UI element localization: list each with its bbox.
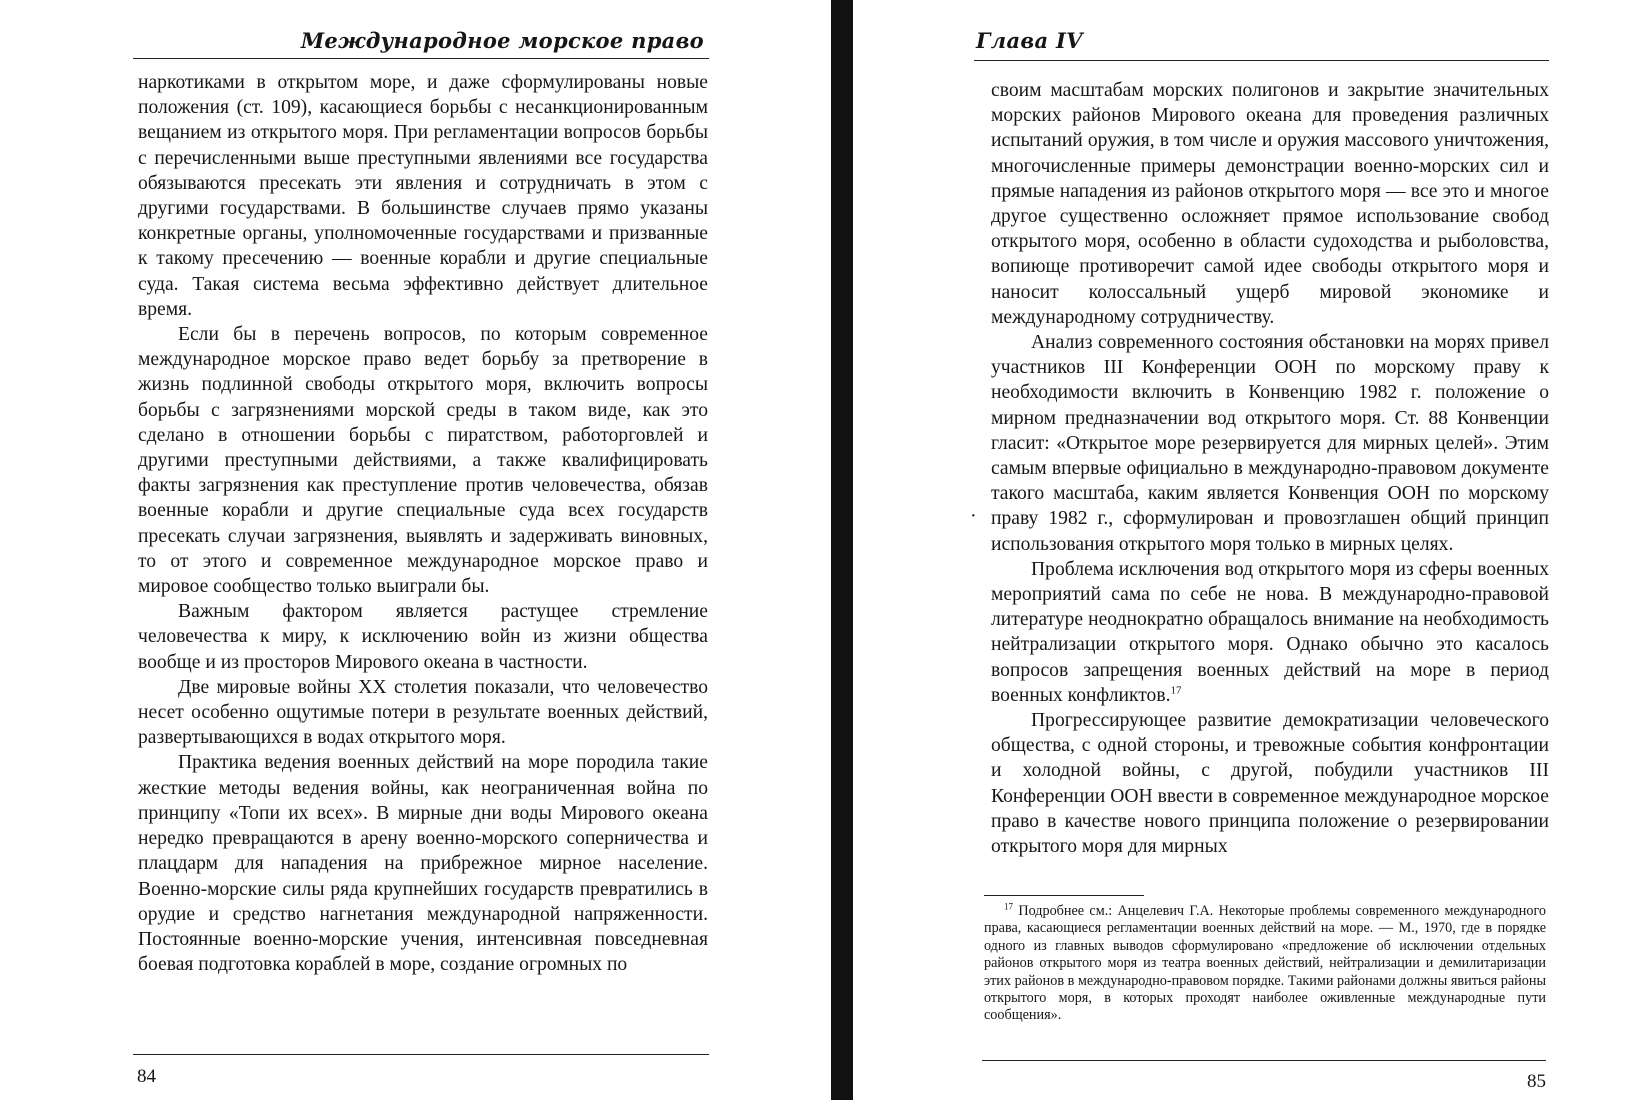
footnote-rule bbox=[984, 895, 1144, 896]
right-page-body bbox=[991, 78, 1549, 859]
page-number-left: 84 bbox=[137, 1066, 156, 1087]
book-gutter bbox=[831, 0, 853, 1100]
footer-rule-right bbox=[982, 1060, 1546, 1061]
running-head-right: Глава IV bbox=[976, 28, 1083, 53]
footnote-number: 17 bbox=[1004, 901, 1013, 912]
header-rule-right bbox=[974, 60, 1549, 61]
header-rule-left bbox=[133, 58, 709, 59]
footnote-reference[interactable]: 17 bbox=[1170, 684, 1182, 697]
margin-mark: · bbox=[970, 505, 977, 527]
paragraph: Важным фактором является растущее стремление человечества к миру, к исключению войн из жизни общества вообще и из просторов Мирового океана в частности. bbox=[138, 601, 708, 673]
paragraph bbox=[991, 557, 1549, 708]
running-head-left: Международное морское право bbox=[300, 28, 704, 53]
paragraph: Прогрессирующее развитие демократизации человеческого общества, с одной стороны, и тревожные события конфронтации и холодной войны, с другой, побудили участников III Конференции ООН ввести в современное международное морское право в качестве нового принципа положение о резервировании открытого моря для мирных bbox=[991, 710, 1549, 858]
paragraph: наркотиками в открытом море, и даже сформулированы новые положения (ст. 109), касающиеся борьбы с несанкционированным вещанием из открытого моря. При регламентации вопросов борьбы с перечисленными выше преступными явлениями все государства обязываются пресекать эти явления и сотрудничать в этом с другими государствами. В большинстве случаев прямо указаны конкретные органы, уполномоченные государствами и призванные к такому пресечению — военные корабли и другие специальные суда. Такая система весьма эффективно действует длительное время. bbox=[138, 72, 708, 320]
page-number-right: 85 bbox=[1527, 1071, 1546, 1092]
paragraph-text: Проблема исключения вод открытого моря из сферы военных мероприятий сама по себе не нова. В международно-правовой литературе неоднократно обращалось внимание на необходимость нейтрализации открытого моря. Однако обычно это касалось вопросов запрещения военных действий на море в период военных конфликтов. bbox=[991, 558, 1549, 706]
left-page-body bbox=[138, 70, 708, 977]
right-page bbox=[853, 0, 1646, 1100]
paragraph: Если бы в перечень вопросов, по которым современное международное морское право ведет борьбу за претворение в жизнь подлинной свободы открытого моря, включить вопросы борьбы с загрязнениями морской среды в таком виде, как это сделано в отношении борьбы с пиратством, работорговлей и другими преступными действиями, а также квалифицировать факты загрязнения как преступление против человечества, обязав военные корабли и другие специальные суда всех государств пресекать случаи загрязнения, выявлять и задерживать виновных, то от этого и современное международное морское право и мировое сообщество только выиграли бы. bbox=[138, 324, 708, 598]
paragraph: Практика ведения военных действий на море породила такие жесткие методы ведения войны, как неограниченная война по принципу «Топи их всех». В мирные дни воды Мирового океана нередко превращаются в арену военно-морского соперничества и плацдарм для нападения на прибрежное мирное население. Военно-морские силы ряда крупнейших государств превратились в орудие и средство нагнетания международной напряженности. Постоянные военно-морские учения, интенсивная повседневная боевая подготовка кораблей в море, создание огромных по bbox=[138, 752, 708, 976]
footnote bbox=[984, 903, 1546, 1025]
paragraph: своим масштабам морских полигонов и закрытие значительных морских районов Мирового океана для проведения различных испытаний оружия, в том числе и оружия массового уничтожения, многочисленные примеры демонстрации военно-морских сил и прямые нападения из районов открытого моря — все это и многое другое существенно осложняет прямое использование свобод открытого моря, особенно в области судоходства и рыболовства, вопиюще противоречит самой идее свободы открытого моря и наносит колоссальный ущерб мировой экономике и международному сотрудничеству. bbox=[991, 80, 1549, 328]
paragraph: Две мировые войны XX столетия показали, что человечество несет особенно ощутимые потери в результате военных действий, развертывающихся в водах открытого моря. bbox=[138, 676, 708, 749]
footnote-text: Подробнее см.: Анцелевич Г.А. Некоторые проблемы современного международного права, касающиеся регламентации военных действий на море. — М., 1970, где в порядке одного из главных выводов сформулировано «предложение об исключении отдельных районов открытого моря из театра военных действий, нейтрализации и демилитаризации этих районов в международно-правовом порядке. Такими районами должны явиться районы открытого моря, в которых проходят наиболее оживленные международные пути сообщения». bbox=[984, 903, 1546, 1024]
footer-rule-left bbox=[133, 1054, 709, 1055]
paragraph: Анализ современного состояния обстановки на морях привел участников III Конференции ООН по морскому праву к необходимости включить в Конвенцию 1982 г. положение о мирном предназначении вод открытого моря. Ст. 88 Конвенции гласит: «Открытое море резервируется для мирных целей». Этим самым впервые официально в международно-правовом документе такого масштаба, каким является Конвенция ООН по морскому праву 1982 г., сформулирован и провозглашен общий принцип использования открытого моря только в мирных целях. bbox=[991, 332, 1549, 555]
